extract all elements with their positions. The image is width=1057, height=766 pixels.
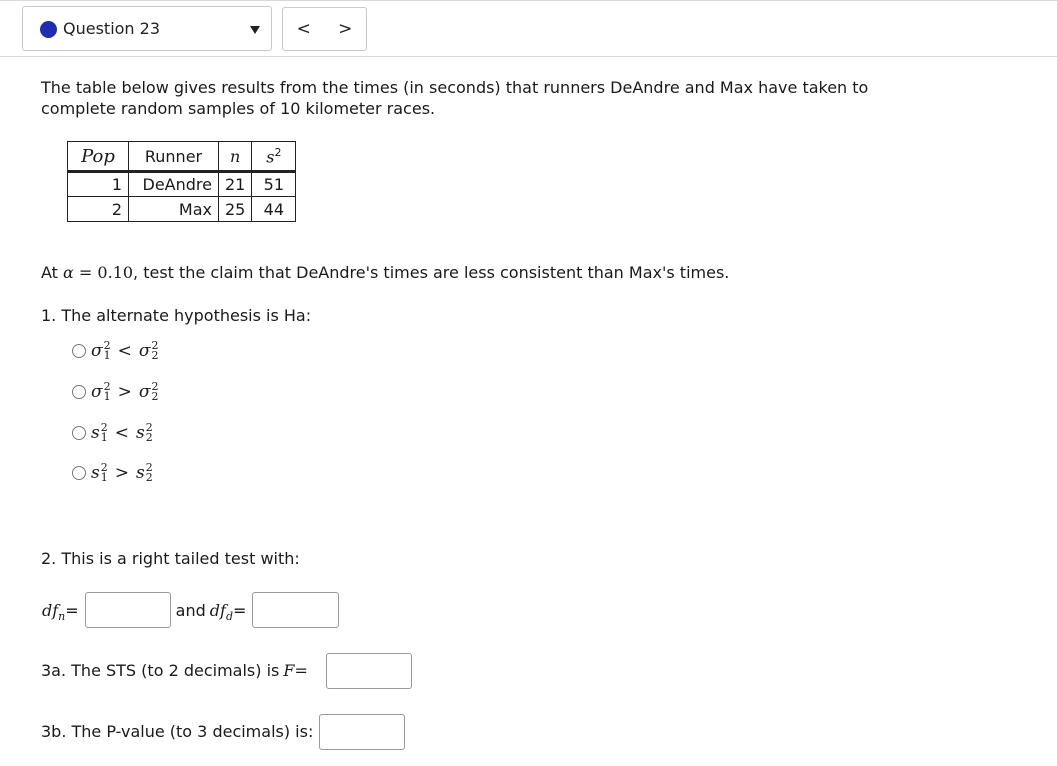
cell-n: 25 bbox=[219, 197, 252, 222]
hypothesis-option[interactable] bbox=[72, 458, 153, 488]
question-nav bbox=[282, 7, 367, 51]
and-text: and bbox=[175, 600, 206, 620]
f-symbol: F bbox=[283, 661, 295, 680]
cell-n: 21 bbox=[219, 172, 252, 197]
sts-input[interactable] bbox=[326, 653, 412, 689]
q1-label: 1. The alternate hypothesis is Ha: bbox=[41, 306, 312, 325]
caret-down-icon bbox=[250, 26, 260, 34]
question-selector-label: Question 23 bbox=[63, 19, 161, 38]
q3a-label: 3a. The STS (to 2 decimals) is bbox=[41, 661, 280, 680]
table-row bbox=[68, 197, 296, 222]
dfd-input[interactable] bbox=[252, 592, 339, 628]
degrees-of-freedom-row bbox=[42, 591, 339, 629]
cell-pop: 1 bbox=[68, 172, 129, 197]
p-value-input[interactable] bbox=[319, 714, 405, 750]
q3b-label: 3b. The P-value (to 3 decimals) is: bbox=[41, 722, 314, 741]
cell-runner: Max bbox=[129, 197, 219, 222]
header-divider bbox=[0, 56, 1057, 57]
hypothesis-expression: s 2 1 > s 2 2 bbox=[91, 461, 153, 484]
table-header-row bbox=[68, 142, 296, 172]
dfn-input[interactable] bbox=[85, 592, 171, 628]
cell-s2: 51 bbox=[252, 172, 296, 197]
hypothesis-option[interactable] bbox=[72, 418, 153, 448]
q3b-row bbox=[41, 713, 405, 750]
question-selector[interactable] bbox=[22, 6, 272, 51]
claim-text: At α = 0.10, test the claim that DeAndre's times are less consistent than Max's times. bbox=[41, 263, 730, 282]
question-status-dot-icon bbox=[40, 21, 57, 38]
radio-button[interactable] bbox=[72, 344, 86, 358]
hypothesis-expression: s 2 1 < s 2 2 bbox=[91, 421, 153, 444]
dfd-equals: = bbox=[233, 600, 247, 620]
data-table bbox=[67, 141, 296, 222]
dfd-symbol: $df_d$ bbox=[209, 600, 233, 623]
cell-runner: DeAndre bbox=[129, 172, 219, 197]
cell-s2: 44 bbox=[252, 197, 296, 222]
header-pop: Pop bbox=[68, 142, 129, 172]
table-row bbox=[68, 172, 296, 197]
cell-pop: 2 bbox=[68, 197, 129, 222]
header-s2: $s^2$ bbox=[252, 142, 296, 172]
hypothesis-expression: σ 2 1 > σ 2 2 bbox=[91, 380, 159, 403]
q2-label: 2. This is a right tailed test with: bbox=[41, 549, 300, 568]
header-runner: Runner bbox=[129, 142, 219, 172]
header-n: n bbox=[219, 142, 252, 172]
hypothesis-expression: σ 2 1 < σ 2 2 bbox=[91, 339, 159, 362]
hypothesis-option[interactable] bbox=[72, 336, 158, 366]
q3a-row bbox=[41, 652, 412, 689]
next-question-button[interactable]: > bbox=[338, 19, 353, 39]
radio-button[interactable] bbox=[72, 466, 86, 480]
question-intro: The table below gives results from the times (in seconds) that runners DeAndre and Max have taken to complete random samples of 10 kilometer races. bbox=[41, 78, 869, 118]
hypothesis-option[interactable] bbox=[72, 377, 158, 407]
dfn-symbol: $df_n$ bbox=[42, 600, 66, 623]
f-equals: = bbox=[294, 661, 308, 680]
radio-button[interactable] bbox=[72, 426, 86, 440]
radio-button[interactable] bbox=[72, 385, 86, 399]
top-divider bbox=[0, 0, 1057, 1]
dfn-equals: = bbox=[65, 600, 79, 620]
prev-question-button[interactable]: < bbox=[296, 19, 311, 39]
